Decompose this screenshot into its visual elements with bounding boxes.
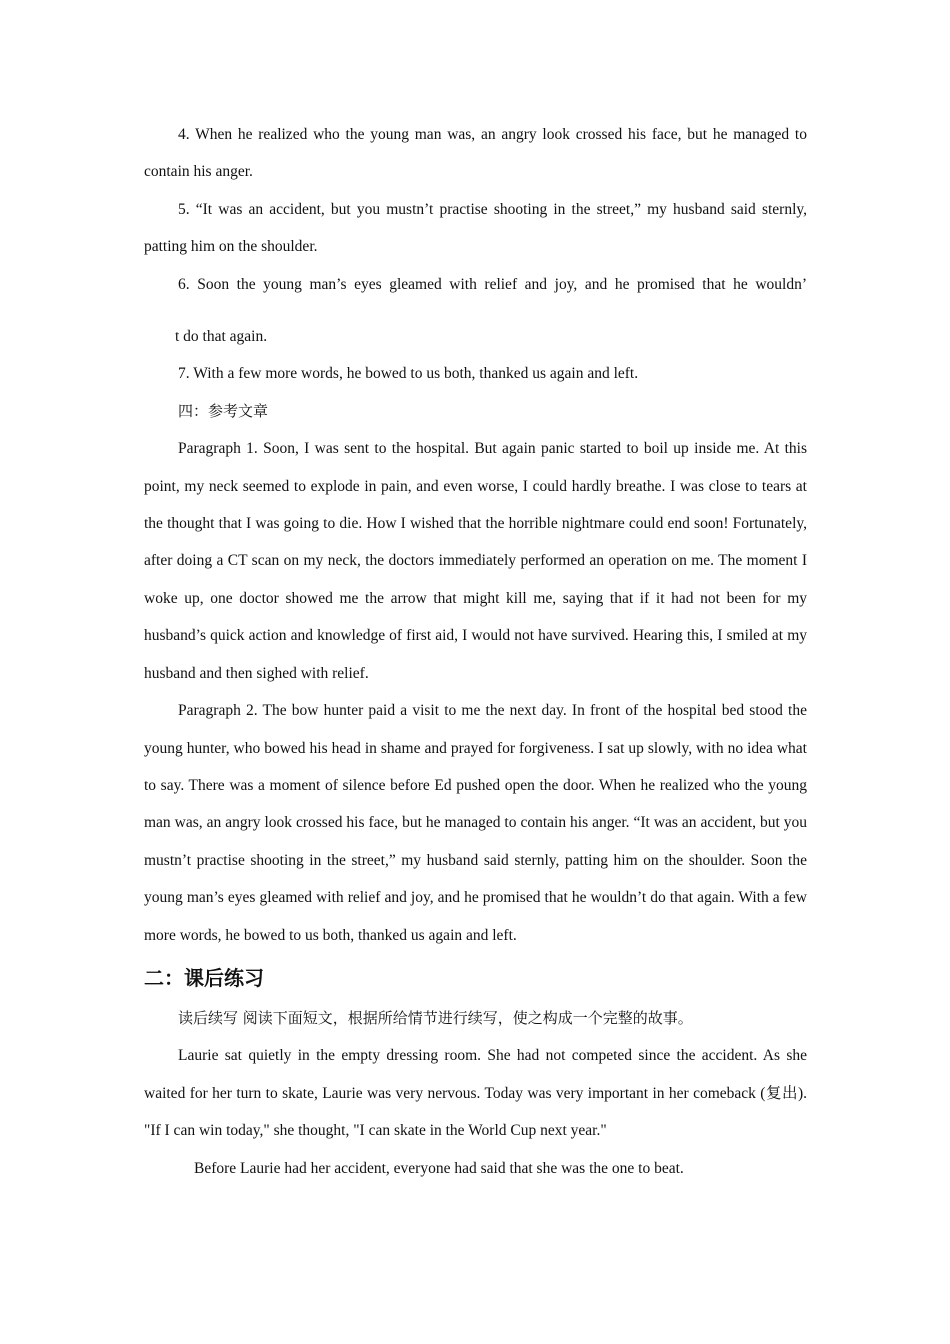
section-two-heading: 二：课后练习 xyxy=(144,965,264,990)
list-item-6-line-2: t do that again. xyxy=(175,328,268,346)
story-paragraph-1: Laurie sat quietly in the empty dressing room. She had not competed since the accident. As she waited for her turn to skate, Laurie was very nervous. Today was very important in her comeback (复出). "If I can win today," she thought, "I can skate in the World Cup next year." xyxy=(144,1047,807,1140)
list-item-6-line-1: 6. Soon the young man’s eyes gleamed with relief and joy, and he promised that he wouldn’ xyxy=(178,275,807,293)
section-four-title: 四：参考文章 xyxy=(178,401,269,420)
document-page xyxy=(144,116,807,1187)
list-item-7: 7. With a few more words, he bowed to us both, thanked us again and left. xyxy=(178,365,639,383)
reference-paragraph-2: Paragraph 2. The bow hunter paid a visit to me the next day. In front of the hospital bed stood the young hunter, who bowed his head in shame and prayed for forgiveness. I sat up slowly, with no idea what to say. There was a moment of silence before Ed pushed open the door. When he realized who the young man was, an angry look crossed his face, but he managed to contain his anger. “It was an accident, but you mustn’t practise shooting in the street,” my husband said sternly, patting him on the shoulder. Soon the young man’s eyes gleamed with relief and joy, and he promised that he wouldn’t do that again. With a few more words, he bowed to us both, thanked us again and left. xyxy=(144,702,807,944)
reference-paragraph-1: Paragraph 1. Soon, I was sent to the hospital. But again panic started to boil up inside me. At this point, my neck seemed to explode in pain, and even worse, I could hardly breathe. I was close to tears at the thought that I was going to die. How I wished that the horrible nightmare could end soon! Fortunately, after doing a CT scan on my neck, the doctors immediately performed an operation on me. The moment I woke up, one doctor showed me the arrow that might kill me, saying that if it had not been for my husband’s quick action and knowledge of first aid, I would not have survived. Hearing this, I smiled at my husband and then sighed with relief. xyxy=(144,440,807,682)
story-paragraph-2: Before Laurie had her accident, everyone had said that she was the one to beat. xyxy=(194,1159,684,1177)
exercise-instruction: 读后续写 阅读下面短文，根据所给情节进行续写，使之构成一个完整的故事。 xyxy=(178,1008,693,1027)
list-item-4: 4. When he realized who the young man was, an angry look crossed his face, but he managed to contain his anger. xyxy=(144,126,807,181)
list-item-5: 5. “It was an accident, but you mustn’t practise shooting in the street,” my husband said sternly, patting him on the shoulder. xyxy=(144,200,807,256)
